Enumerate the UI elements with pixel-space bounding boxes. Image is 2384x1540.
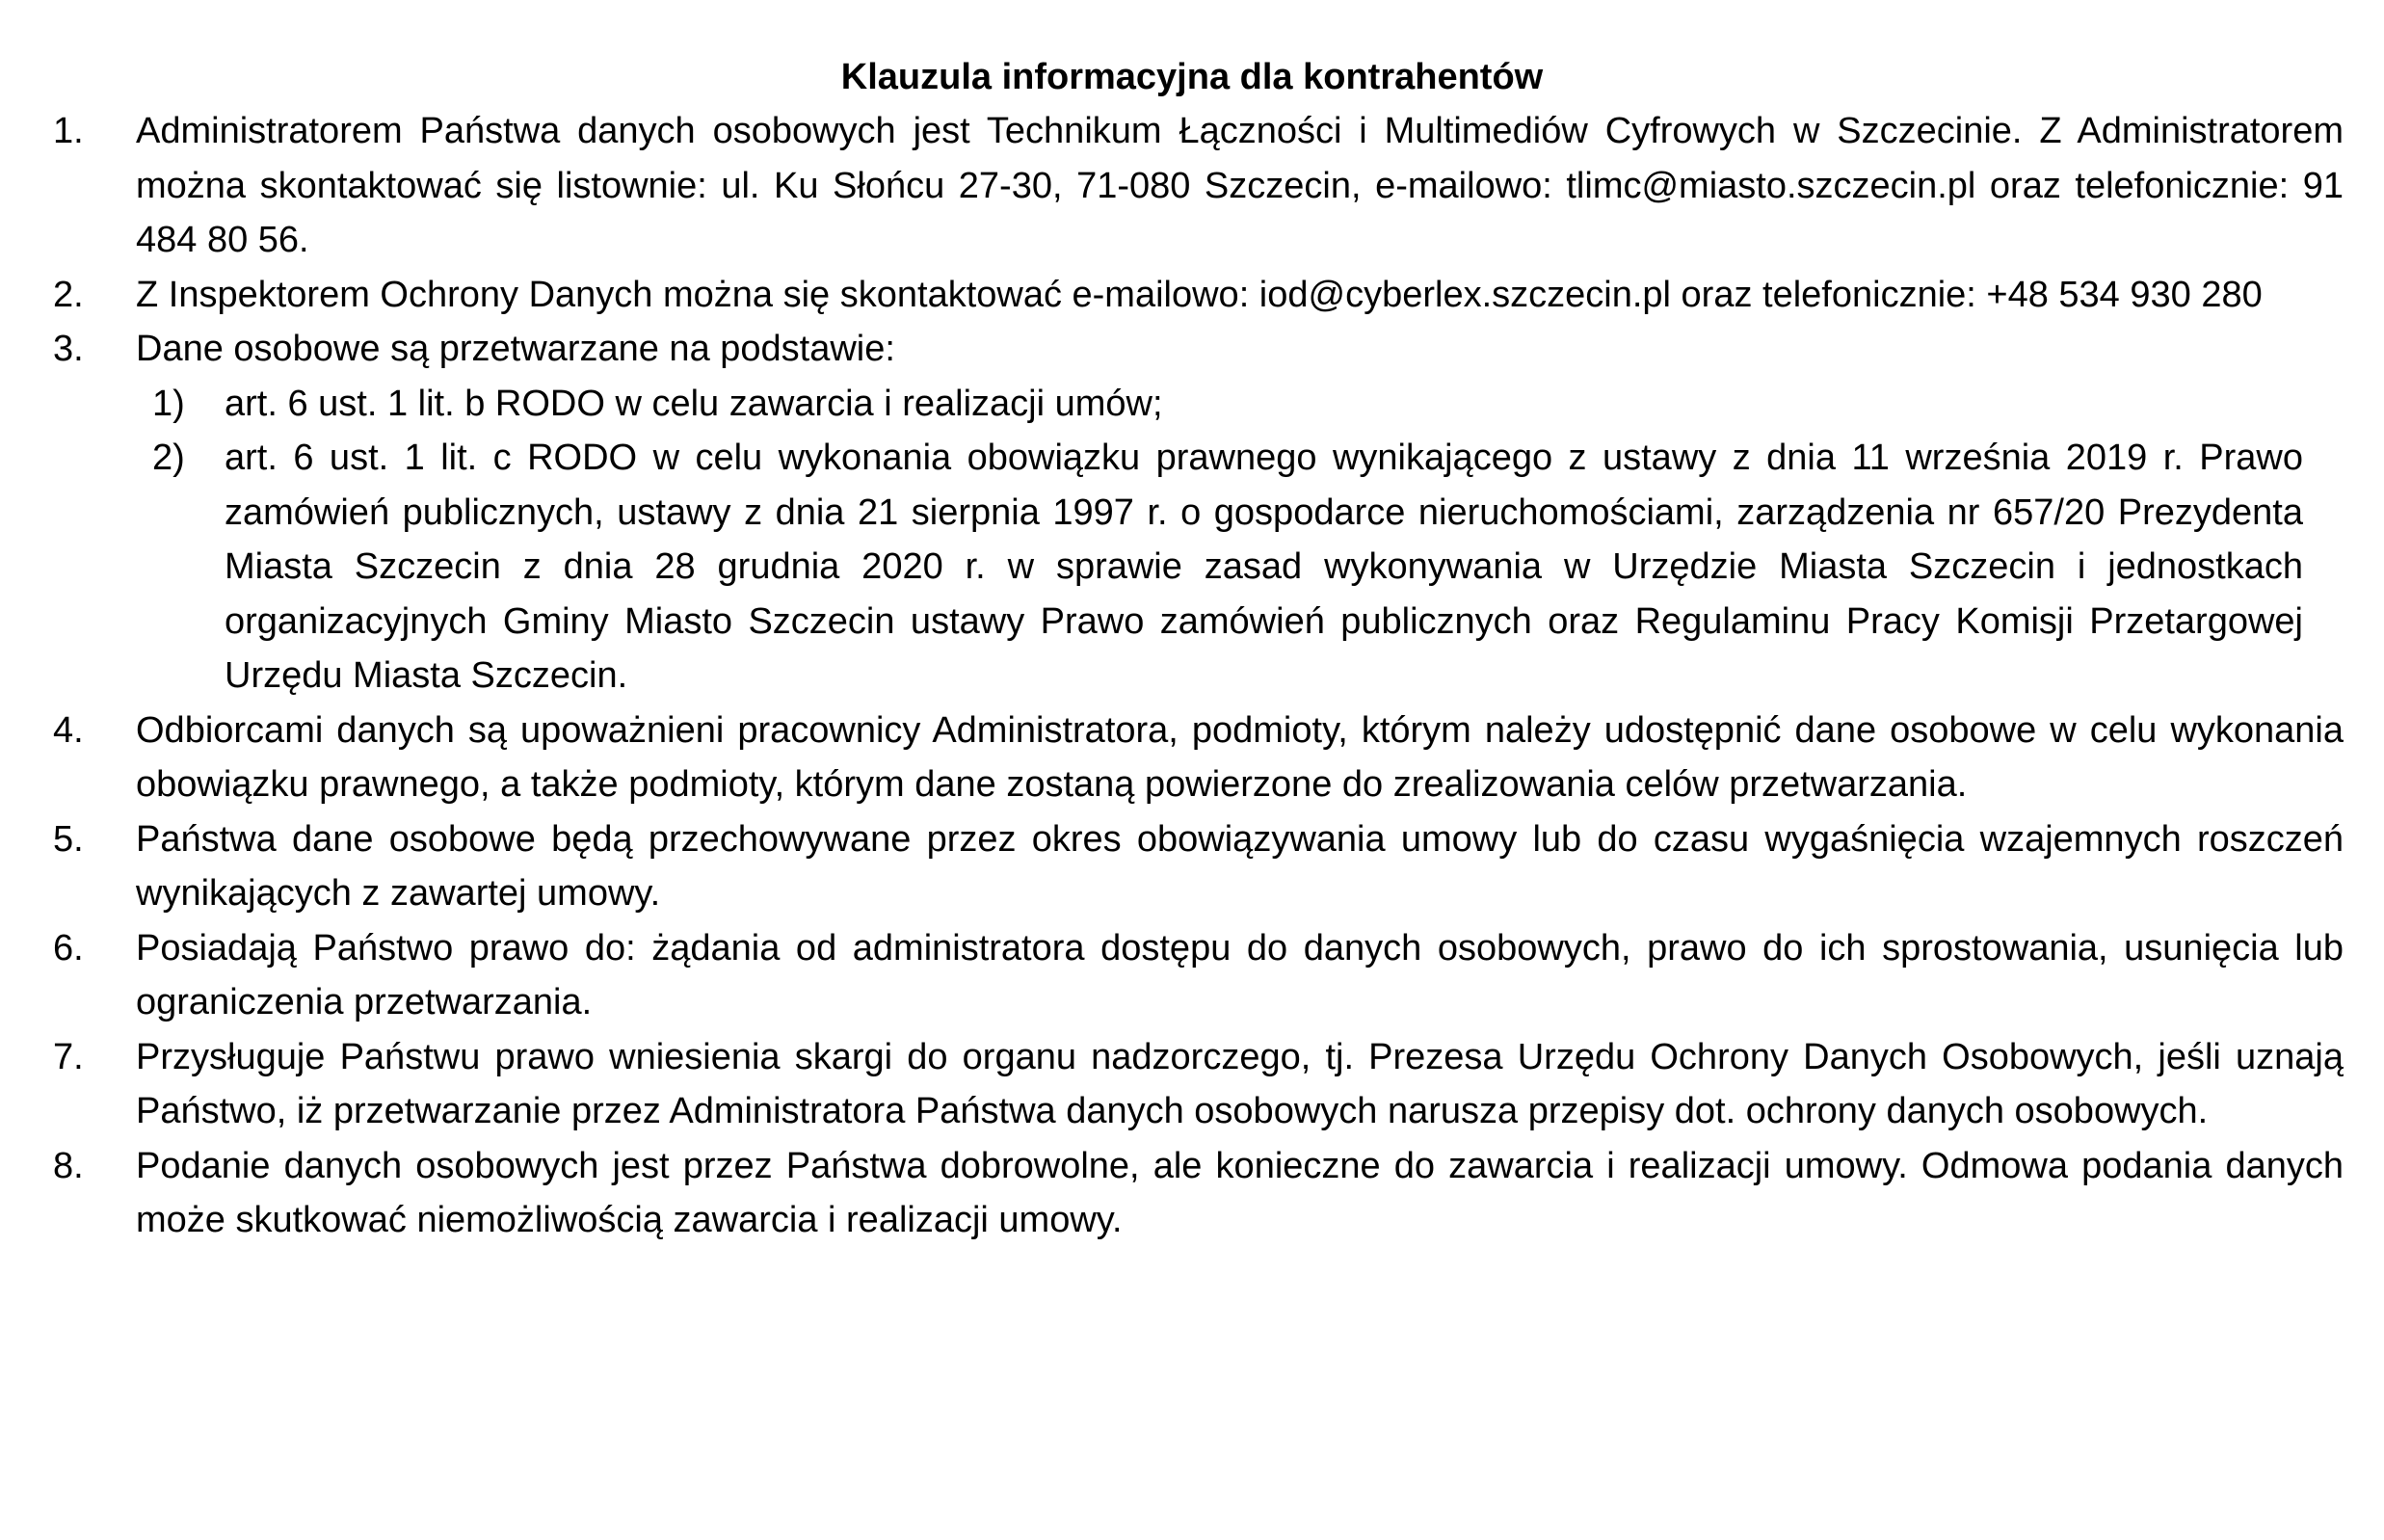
clause-item-3 [0, 322, 2384, 704]
clause-item-7 [0, 1030, 2384, 1139]
subclause-text: art. 6 ust. 1 lit. c RODO w celu wykonania obowiązku prawnego wynikającego z ustawy z dnia 11 września 2019 r. Prawo zamówień publicznych, ustawy z dnia 21 sierpnia 1997 r. o gospodarce nieruchomościami, zarządzenia nr 657/20 Prezydenta Miasta Szczecin z dnia 28 grudnia 2020 r. w sprawie zasad wykonywania w Urzędzie Miasta Szczecin i jednostkach organizacyjnych Gminy Miasto Szczecin ustawy Prawo zamówień publicznych oraz Regulaminu Pracy Komisji Przetargowej Urzędu Miasta Szczecin. [225, 438, 2303, 696]
clause-item-6 [0, 921, 2384, 1030]
clause-item-1 [0, 104, 2384, 268]
subclause-item-2 [0, 431, 2344, 704]
subclause-number: 1) [152, 383, 185, 424]
clause-number: 5. [53, 818, 84, 860]
clause-number: 2. [53, 274, 84, 315]
clause-text: Dane osobowe są przetwarzane na podstawie: [136, 329, 895, 369]
clause-text: Odbiorcami danych są upoważnieni pracownicy Administratora, podmioty, którym należy udostępnić dane osobowe w celu wykonania obowiązku prawnego, a także podmioty, którym dane zostaną powierzone do zrealizowania celów przetwarzania. [136, 709, 2344, 805]
clause-text: Z Inspektorem Ochrony Danych można się skontaktować e-mailowo: iod@cyberlex.szczecin.pl oraz telefonicznie: +48 534 930 280 [136, 274, 2263, 315]
clause-number: 6. [53, 927, 84, 969]
clause-item-2 [0, 268, 2384, 323]
clause-item-4 [0, 704, 2384, 812]
clause-number: 8. [53, 1145, 84, 1186]
clause-item-8 [0, 1139, 2384, 1248]
clause-number: 7. [53, 1036, 84, 1077]
clause-text: Przysługuje Państwu prawo wniesienia skargi do organu nadzorczego, tj. Prezesa Urzędu Ochrony Danych Osobowych, jeśli uznają Państwo, iż przetwarzanie przez Administratora Państwa danych osobowych narusza przepisy dot. ochrony danych osobowych. [136, 1036, 2344, 1131]
clause-item-5 [0, 812, 2384, 921]
document-title: Klauzula informacyjna dla kontrahentów [840, 57, 1544, 97]
subclause-text: art. 6 ust. 1 lit. b RODO w celu zawarcia i realizacji umów; [225, 383, 1163, 424]
subclause-item-1 [0, 377, 2344, 432]
clause-number: 4. [53, 709, 84, 751]
clause-text: Administratorem Państwa danych osobowych jest Technikum Łączności i Multimediów Cyfrowych w Szczecinie. Z Administratorem można skontaktować się listownie: ul. Ku Słońcu 27-30, 71-080 Szczecin, e-mailowo: tlimc@miasto.szczecin.pl oraz telefonicznie: 91 484 80 56. [136, 111, 2344, 260]
clause-text: Posiadają Państwo prawo do: żądania od administratora dostępu do danych osobowych, prawo do ich sprostowania, usunięcia lub ograniczenia przetwarzania. [136, 927, 2344, 1022]
clause-text: Podanie danych osobowych jest przez Państwa dobrowolne, ale konieczne do zawarcia i realizacji umowy. Odmowa podania danych może skutkować niemożliwością zawarcia i realizacji umowy. [136, 1145, 2344, 1240]
subclause-number: 2) [152, 438, 185, 478]
clause-list [0, 104, 2384, 1248]
clause-number: 3. [53, 329, 84, 369]
clause-number: 1. [53, 111, 84, 151]
clause-text: Państwa dane osobowe będą przechowywane przez okres obowiązywania umowy lub do czasu wygaśnięcia wzajemnych roszczeń wynikających z zawartej umowy. [136, 818, 2344, 914]
